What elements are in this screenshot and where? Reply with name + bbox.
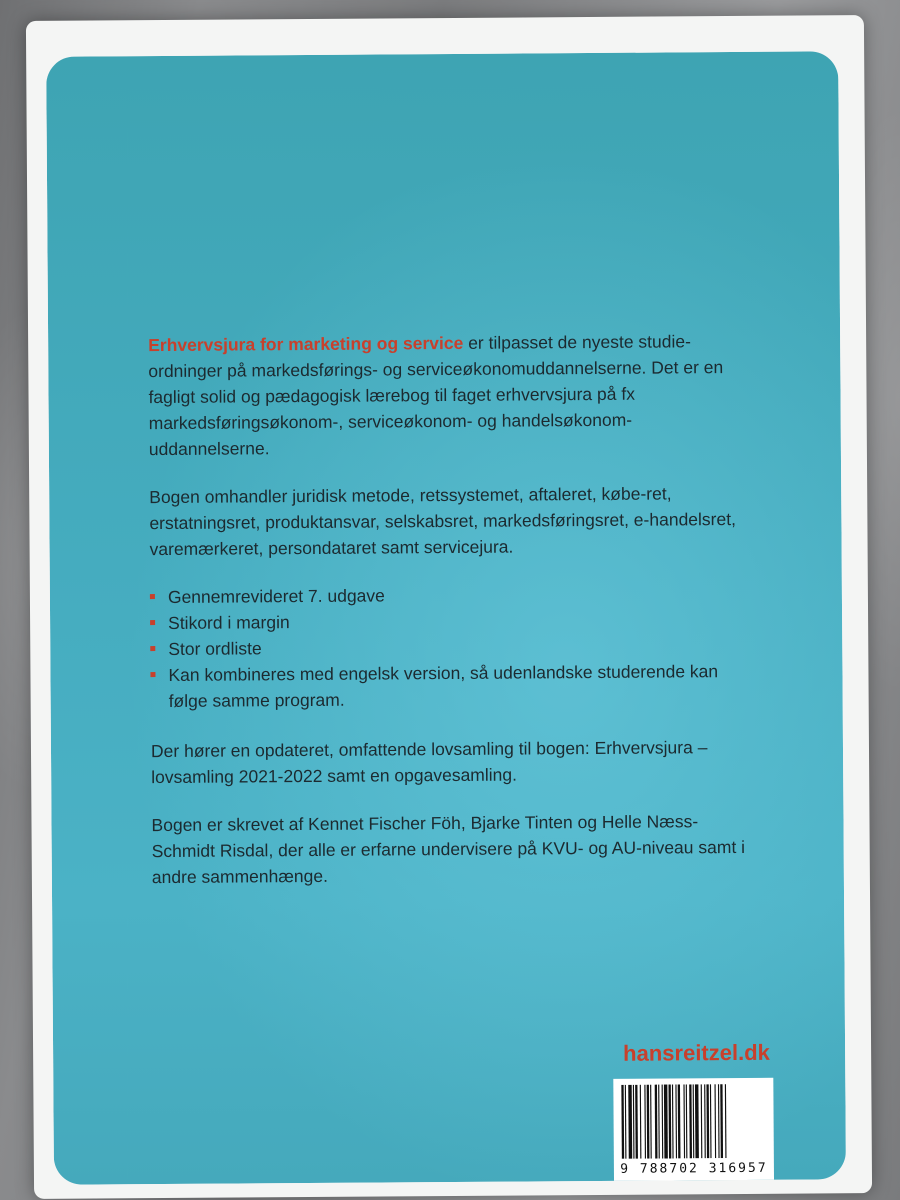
barcode-icon xyxy=(619,1084,768,1159)
book-back-cover xyxy=(26,15,872,1199)
bullet-icon xyxy=(150,646,155,651)
list-item: Stikord i margin xyxy=(150,606,750,636)
feature-list xyxy=(150,580,751,714)
bullet-icon xyxy=(150,594,155,599)
cover-panel xyxy=(46,51,846,1185)
bullet-icon xyxy=(150,620,155,625)
lovsamling-paragraph: Der hører en opdateret, omfattende lovsamling til bogen: Erhvervsjura – lovsamling 2021-2022 samt en opgavesamling. xyxy=(150,737,708,788)
isbn-number: 9 788702 316957 xyxy=(620,1160,768,1177)
publisher-website: hansreitzel.dk xyxy=(623,1039,770,1066)
topics-paragraph: Bogen omhandler juridisk metode, retssystemet, aftaleret, købe-ret, erstatningsret, produktansvar, selskabsret, markedsføringsret, e-handelsret, varemærkeret, persondataret samt servicejura. xyxy=(149,483,736,560)
list-item: Gennemrevideret 7. udgave xyxy=(150,580,750,610)
barcode-label xyxy=(613,1078,774,1181)
list-item: Stor ordliste xyxy=(150,632,750,662)
bullet-icon xyxy=(150,672,155,677)
list-item: Kan kombineres med engelsk version, så udenlandske studerende kan følge samme program. xyxy=(150,658,750,714)
intro-text: er tilpasset de nyeste studie-ordninger på markedsførings- og serviceøkonomuddannelserne. Det er en fagligt solid og pædagogisk lærebog til faget erhvervsjura på fx markedsføringsøkonom-, serviceøkonom- og handelsøkonom-uddannelserne. xyxy=(148,331,724,460)
book-title: Erhvervsjura for marketing og service xyxy=(148,332,464,356)
blurb xyxy=(148,328,752,912)
authors-paragraph: Bogen er skrevet af Kennet Fischer Föh, Bjarke Tinten og Helle Næss-Schmidt Risdal, der alle er erfarne undervisere på KVU- og AU-niveau samt i andre sammenhænge. xyxy=(151,811,746,888)
intro-paragraph xyxy=(148,328,749,462)
